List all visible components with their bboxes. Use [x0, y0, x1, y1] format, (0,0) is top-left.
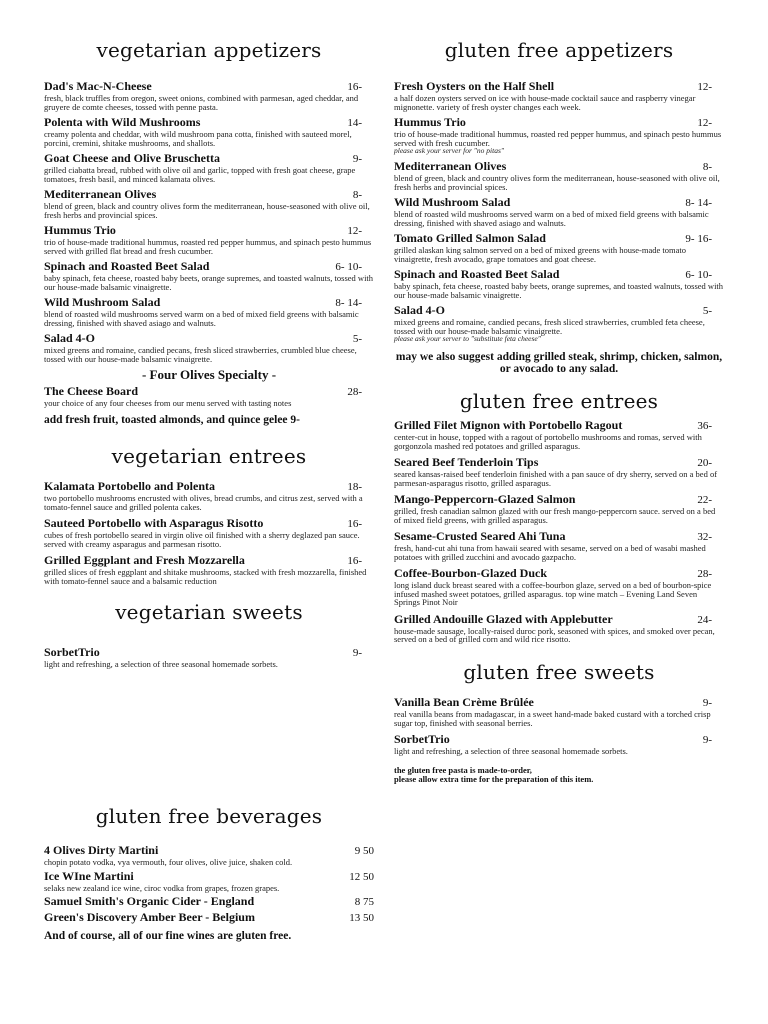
item-name: Fresh Oysters on the Half Shell	[394, 79, 555, 93]
item-price: 8- 14-	[335, 297, 362, 309]
item-name: Grilled Andouille Glazed with Applebutter	[394, 611, 613, 626]
menu-item	[44, 332, 374, 363]
menu-item	[44, 646, 374, 669]
menu-item	[44, 260, 374, 291]
menu-item	[44, 152, 374, 183]
item-price: 9-	[702, 734, 712, 746]
item-price: 9 50	[354, 845, 374, 857]
item-note: please ask your server to "substitute feta cheese"	[394, 334, 541, 343]
item-price: 5-	[352, 333, 362, 345]
item-name: Mediterranean Olives	[44, 187, 157, 201]
pasta-note: the gluten free pasta is made-to-order,	[394, 764, 532, 775]
item-description: house-made sausage, locally-raised duroc pork, seasoned with spices, and smoked over pecan, served on a bed of grilled corn and wild rice risotto.	[394, 625, 715, 644]
item-name: Samuel Smith's Organic Cider - England	[44, 894, 255, 908]
section-title: gluten free entrees	[459, 389, 659, 413]
item-name: Salad 4-O	[394, 303, 446, 317]
item-name: Coffee-Bourbon-Glazed Duck	[394, 566, 547, 580]
item-price: 28-	[347, 386, 362, 398]
item-price: 8- 14-	[685, 197, 712, 209]
item-price: 12-	[697, 81, 712, 93]
menu-item	[394, 530, 724, 561]
item-name: Dad's Mac-N-Cheese	[44, 79, 152, 93]
gf-entrees-section	[394, 389, 724, 644]
item-price: 13 50	[349, 912, 374, 924]
veg-appetizers-section	[44, 38, 374, 426]
item-price: 9-	[352, 647, 362, 659]
section-title: gluten free appetizers	[444, 38, 674, 62]
item-name: Goat Cheese and Olive Bruschetta	[44, 151, 220, 165]
suggestion-note: may we also suggest adding grilled steak, shrimp, chicken, salmon, or avocado to any salad.	[395, 351, 723, 375]
item-description: blend of roasted wild mushrooms served warm on a bed of mixed field greens with balsamic dressing, finished with shaved asiago and walnuts.	[394, 209, 709, 228]
item-name: Vanilla Bean Crème Brûlée	[394, 695, 534, 709]
menu-item	[394, 116, 724, 155]
item-name: Green's Discovery Amber Beer - Belgium	[44, 910, 255, 924]
menu-item	[44, 554, 374, 585]
item-description: your choice of any four cheeses from our menu served with tasting notes	[44, 398, 292, 408]
item-price: 8-	[352, 189, 362, 201]
menu-item	[44, 188, 374, 219]
item-description: selaks new zealand ice wine, ciroc vodka from grapes, frozen grapes.	[44, 882, 280, 893]
item-name: SorbetTrio	[394, 732, 450, 746]
item-name: Spinach and Roasted Beet Salad	[394, 267, 560, 281]
item-description: fresh, hand-cut ahi tuna from hawaii seared with sesame, served on a bed of wasabi mashed potatoes with grilled zucchini and avocado gazpacho.	[394, 543, 706, 562]
item-price: 9-	[352, 153, 362, 165]
item-description: grilled ciabatta bread, rubbed with olive oil and garlic, topped with fresh goat cheese, grape tomatoes, fresh basil, and minced kalamata olives.	[44, 165, 356, 184]
item-description: grilled alaskan king salmon served on a bed of mixed greens with house-made tomato vinaigrette, fresh avocado, grape tomatoes and goat cheese.	[394, 245, 686, 264]
veg-sweets-section	[44, 600, 374, 669]
menu-item	[394, 567, 724, 607]
menu-item	[44, 517, 374, 548]
gf-sweets-section	[394, 660, 724, 784]
menu-item	[394, 304, 724, 343]
section-title: gluten free beverages	[95, 804, 323, 828]
item-price: 14-	[347, 117, 362, 129]
section-title: vegetarian appetizers	[96, 38, 322, 62]
item-description: center-cut in house, topped with a ragout of portobello mushrooms and romas, served with gorgonzola mashed red potatoes and grilled asparagus.	[394, 432, 702, 451]
menu-item	[394, 419, 724, 450]
pasta-note: please allow extra time for the preparation of this item.	[394, 773, 594, 784]
item-name: Grilled Filet Mignon with Portobello Ragout	[394, 418, 623, 432]
item-description: creamy polenta and cheddar, with wild mushroom pana cotta, finished with sauteed morel, porcini, cremini, shitake mushrooms, and shallots.	[44, 129, 352, 148]
item-price: 12 50	[349, 870, 374, 883]
menu-item	[44, 480, 374, 511]
item-description: blend of green, black and country olives form the mediterranean, house-seasoned with olive oil, fresh herbs and provincial spices.	[44, 201, 370, 220]
menu-item	[394, 493, 724, 524]
menu-item	[44, 80, 374, 111]
menu-item	[44, 385, 374, 408]
item-name: Seared Beef Tenderloin Tips	[394, 455, 539, 469]
veg-entrees-section	[44, 444, 374, 585]
item-price: 8 75	[354, 896, 374, 908]
menu-item	[394, 80, 724, 111]
item-price: 6- 10-	[685, 269, 712, 281]
section-title: vegetarian entrees	[111, 444, 307, 468]
menu-item	[44, 911, 374, 924]
menu-item	[44, 844, 374, 867]
item-description: light and refreshing, a selection of three seasonal homemade sorbets.	[44, 659, 278, 669]
item-description: cubes of fresh portobello seared in virgin olive oil finished with a sherry deglazed pan sauce. served with creamy asparagus and parmesan risotto.	[44, 530, 360, 549]
item-description: real vanilla beans from madagascar, in a sweet hand-made baked custard with a torched crisp sugar top, finished with seasonal berries.	[394, 709, 711, 728]
item-price: 28-	[697, 568, 712, 580]
item-name: Mango-Peppercorn-Glazed Salmon	[394, 492, 576, 506]
menu-item	[394, 232, 724, 263]
item-name: Tomato Grilled Salmon Salad	[394, 231, 546, 245]
menu-item	[44, 116, 374, 147]
item-description: chopin potato vodka, vya vermouth, four olives, olive juice, shaken cold.	[44, 857, 293, 867]
item-name: Hummus Trio	[44, 223, 116, 237]
menu-item	[394, 268, 724, 299]
item-price: 12-	[347, 225, 362, 237]
item-price: 20-	[697, 457, 712, 469]
item-description: fresh, black truffles from oregon, sweet onions, combined with parmesan, aged cheddar, and gruyere de comte cheeses, tossed with penne pasta.	[44, 93, 359, 112]
item-description: mixed greens and romaine, candied pecans, fresh sliced strawberries, crumbled blue cheese, tossed with our house-made balsamic vinaigrette.	[44, 345, 357, 364]
gf-beverages-section	[44, 804, 374, 942]
item-description: light and refreshing, a selection of three seasonal homemade sorbets.	[394, 746, 628, 756]
item-description: a half dozen oysters served on ice with house-made cocktail sauce and raspberry vinegar mignonette. variety of fresh oyster changes each week.	[394, 93, 696, 112]
item-price: 22-	[697, 494, 712, 506]
menu-item	[44, 870, 374, 893]
item-price: 16-	[347, 518, 362, 530]
item-name: Sauteed Portobello with Asparagus Risotto	[44, 516, 264, 530]
item-description: blend of green, black and country olives form the mediterranean, house-seasoned with olive oil, fresh herbs and provincial spices.	[394, 173, 720, 192]
item-name: SorbetTrio	[44, 645, 100, 659]
section-title: vegetarian sweets	[115, 600, 303, 624]
item-description: grilled slices of fresh eggplant and shitake mushrooms, stacked with fresh mozzarella, finished with tomato-fennel sauce and a balsamic reduction	[44, 567, 367, 586]
item-name: Wild Mushroom Salad	[44, 295, 161, 309]
item-name: Ice WIne Martini	[44, 868, 134, 883]
specialty-heading: - Four Olives Specialty -	[141, 367, 277, 382]
item-description: two portobello mushrooms encrusted with olives, bread crumbs, and citrus zest, served with a tomato-fennel sauce and grilled polenta cakes.	[44, 493, 363, 512]
gf-appetizers-section	[394, 38, 724, 375]
item-description: baby spinach, feta cheese, roasted baby beets, orange supremes, and toasted walnuts, tossed with our house-made balsamic vinaigrette.	[44, 273, 374, 292]
item-description: trio of house-made traditional hummus, roasted red pepper hummus, and spinach pesto hummus served with fresh cucumber.	[394, 129, 722, 148]
item-price: 5-	[702, 305, 712, 317]
menu-item	[394, 696, 724, 727]
menu-item	[394, 196, 724, 227]
item-price: 16-	[347, 81, 362, 93]
menu-item	[394, 733, 724, 756]
menu-item	[394, 456, 724, 487]
item-name: Kalamata Portobello and Polenta	[44, 479, 215, 493]
item-price: 9- 16-	[685, 233, 712, 245]
add-on-line: add fresh fruit, toasted almonds, and quince gelee 9-	[44, 413, 300, 426]
menu-item	[44, 296, 374, 327]
item-price: 18-	[347, 481, 362, 493]
item-price: 16-	[347, 555, 362, 567]
item-price: 32-	[697, 531, 712, 543]
menu-item	[44, 224, 374, 255]
item-description: blend of roasted wild mushrooms served warm on a bed of mixed field greens with balsamic dressing, finished with shaved asiago and walnuts.	[44, 309, 359, 328]
item-price: 6- 10-	[335, 261, 362, 273]
item-name: Salad 4-O	[44, 331, 96, 345]
item-name: Hummus Trio	[394, 115, 466, 129]
wines-note: And of course, all of our fine wines are gluten free.	[44, 930, 292, 942]
item-name: 4 Olives Dirty Martini	[44, 843, 159, 857]
item-description: long island duck breast seared with a coffee-bourbon glaze, served on a bed of bourbon-spice infused mashed sweet potatoes, grilled asparagus. top wine match – Evening Land Seven Springs Pinot Noir	[394, 580, 712, 607]
item-note: please ask your server for "no pitas"	[394, 146, 505, 155]
item-name: Polenta with Wild Mushrooms	[44, 115, 201, 129]
item-name: The Cheese Board	[44, 384, 138, 398]
menu-item	[44, 895, 374, 908]
item-description: baby spinach, feta cheese, roasted baby beets, orange supremes, and toasted walnuts, tossed with our house-made balsamic vinaigrette.	[394, 281, 724, 300]
item-price: 8-	[702, 161, 712, 173]
item-price: 36-	[697, 420, 712, 432]
item-price: 9-	[702, 697, 712, 709]
section-title: gluten free sweets	[463, 660, 655, 684]
item-price: 24-	[697, 613, 712, 626]
item-name: Spinach and Roasted Beet Salad	[44, 259, 210, 273]
item-name: Sesame-Crusted Seared Ahi Tuna	[394, 529, 566, 543]
menu-item	[394, 160, 724, 191]
item-description: mixed greens and romaine, candied pecans, fresh sliced strawberries, crumbled feta cheese, tossed with our house-made balsamic vinaigrette.	[394, 317, 705, 336]
item-description: grilled, fresh canadian salmon glazed with our fresh mango-peppercorn sauce. served on a bed of mixed field greens, with grilled asparagus.	[394, 506, 716, 525]
item-name: Grilled Eggplant and Fresh Mozzarella	[44, 553, 245, 567]
item-name: Wild Mushroom Salad	[394, 195, 511, 209]
item-name: Mediterranean Olives	[394, 159, 507, 173]
item-description: seared kansas-raised beef tenderloin finished with a pan sauce of dry sherry, served on a bed of parmesan-asparagus risotto, grilled asparagus.	[394, 469, 718, 488]
item-description: trio of house-made traditional hummus, roasted red pepper hummus, and spinach pesto hummus served with grilled flat bread and fresh cucumber.	[44, 237, 372, 256]
menu-item	[394, 613, 724, 644]
item-price: 12-	[697, 117, 712, 129]
